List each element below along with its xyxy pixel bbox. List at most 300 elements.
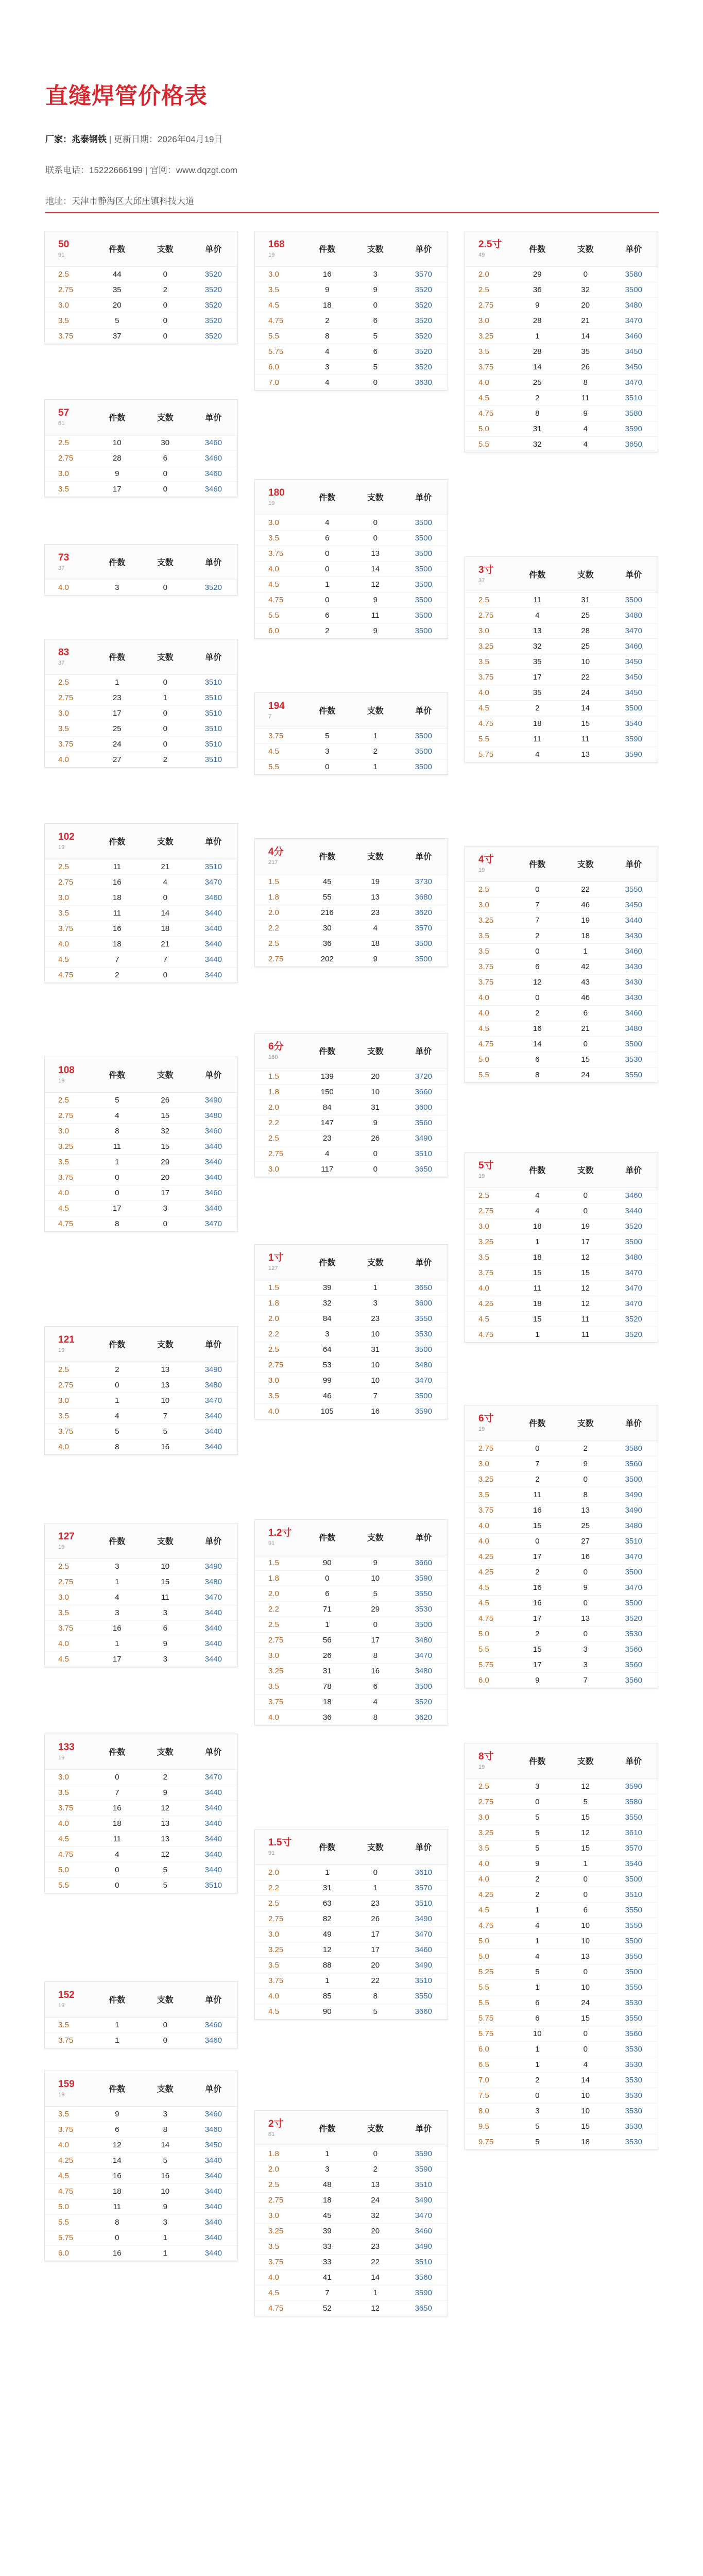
- price-cell: 3500: [400, 592, 448, 607]
- price-cell: 3500: [610, 1964, 658, 1979]
- price-table-50: [44, 231, 238, 344]
- wall-thickness-cell: 4.5: [268, 2007, 279, 2016]
- price-cell: 3500: [400, 728, 448, 743]
- size-label: 50: [58, 239, 70, 250]
- count-cell: 18: [303, 1694, 352, 1709]
- pieces-cell: 5: [141, 1862, 190, 1877]
- wall-thickness-cell: 5.0: [45, 1862, 93, 1877]
- wall-thickness-cell: 2.5: [465, 282, 513, 297]
- wall-thickness-cell: 5.5: [268, 762, 279, 771]
- wall-thickness-cell: 3.75: [465, 359, 513, 375]
- pieces-cell: 43: [561, 974, 610, 990]
- pieces-cell: 25: [561, 1518, 610, 1533]
- price-table: [45, 1057, 237, 1231]
- count-cell: 4: [513, 1203, 562, 1218]
- price-cell: 3500: [610, 1036, 658, 1052]
- pieces-header: 支数: [351, 1829, 400, 1865]
- count-cell: 17: [513, 1549, 562, 1564]
- table-row: [45, 1605, 237, 1620]
- count-cell: 6: [303, 1586, 352, 1601]
- count-header: 件数: [513, 846, 562, 882]
- table-row: [255, 344, 448, 359]
- size-label: 83: [58, 647, 70, 658]
- count-cell: 82: [303, 1911, 352, 1926]
- pieces-cell: 14: [141, 2137, 190, 2153]
- table-row: [45, 1846, 237, 1862]
- price-cell: 3470: [204, 1219, 222, 1228]
- table-row: [465, 747, 658, 762]
- table-row: [255, 1295, 448, 1311]
- pieces-cell: 6: [351, 344, 400, 359]
- price-cell: 3650: [415, 2303, 432, 2313]
- price-table: [465, 1405, 658, 1688]
- price-cell: 3530: [610, 2041, 658, 2057]
- pieces-cell: 0: [351, 530, 400, 546]
- count-cell: 2: [513, 1887, 562, 1902]
- wall-thickness-cell: 2.2: [255, 1115, 303, 1130]
- count-header: 件数: [513, 1153, 562, 1188]
- count-cell: 0: [513, 990, 562, 1005]
- table-row: [465, 1280, 658, 1296]
- pieces-cell: 1: [141, 2230, 190, 2245]
- wall-thickness-cell: 3.0: [45, 890, 93, 905]
- price-cell: 3510: [190, 721, 238, 736]
- size-count: 91: [268, 1850, 275, 1856]
- count-cell: 15: [513, 1641, 562, 1657]
- wall-thickness-cell: 2.5: [465, 1778, 513, 1794]
- size-label: 168: [268, 239, 285, 250]
- wall-thickness-cell: 1.5: [255, 1280, 303, 1295]
- price-cell: 3480: [190, 1377, 238, 1393]
- count-cell: 11: [513, 1280, 562, 1296]
- price-cell: 3470: [610, 1265, 658, 1280]
- table-row: [45, 1620, 237, 1636]
- table-row: [255, 2208, 448, 2223]
- price-cell: 3510: [610, 390, 658, 405]
- price-cell: 3510: [190, 690, 238, 705]
- table-row: [255, 607, 448, 623]
- table-row: [255, 375, 448, 390]
- table-row: [255, 1880, 448, 1895]
- wall-thickness-cell: 4.75: [465, 716, 513, 731]
- price-cell: 3590: [400, 1570, 448, 1586]
- table-row: [45, 859, 237, 874]
- price-cell: 3650: [400, 1280, 448, 1295]
- table-row: [465, 1533, 658, 1549]
- count-header: 件数: [93, 231, 142, 266]
- pieces-cell: 20: [351, 1957, 400, 1973]
- count-cell: 7: [93, 1785, 142, 1800]
- pieces-cell: 0: [163, 970, 167, 979]
- pieces-cell: 13: [351, 2177, 400, 2192]
- pieces-cell: 4: [561, 421, 610, 436]
- site-link[interactable]: www.dqzgt.com: [176, 165, 237, 175]
- table-header-row: [255, 839, 448, 874]
- update-label: | 更新日期：: [109, 134, 158, 144]
- pieces-cell: 0: [163, 331, 167, 341]
- pieces-header: 支数: [561, 1743, 610, 1778]
- wall-thickness-cell: 3.25: [255, 1942, 303, 1957]
- wall-thickness-cell: 2.5: [45, 1092, 93, 1108]
- wall-thickness-cell: 4.5: [45, 2168, 93, 2183]
- header: [0, 0, 703, 209]
- pieces-header: 支数: [141, 1057, 190, 1092]
- count-cell: 32: [533, 439, 542, 449]
- table-row: [45, 2106, 237, 2122]
- size-label: 2寸: [268, 2118, 284, 2129]
- price-cell: 3580: [610, 266, 658, 282]
- count-cell: 6: [303, 530, 352, 546]
- count-header: 件数: [513, 1405, 562, 1440]
- table-row: [465, 2134, 658, 2149]
- wall-thickness-cell: 4.25: [465, 1887, 513, 1902]
- table-row: [465, 266, 658, 282]
- pieces-cell: 3: [561, 1657, 610, 1672]
- table-row: [255, 2161, 448, 2177]
- pieces-header: 支数: [141, 1327, 190, 1362]
- size-label: 133: [58, 1741, 75, 1753]
- price-cell: 3500: [610, 592, 658, 607]
- price-table: [255, 2111, 448, 2316]
- count-cell: 52: [322, 2303, 332, 2313]
- price-cell: 3440: [190, 2199, 238, 2214]
- table-row: [45, 1831, 237, 1846]
- table-row: [45, 905, 237, 921]
- price-cell: 3440: [190, 936, 238, 952]
- price-cell: 3500: [400, 936, 448, 951]
- table-row: [45, 1862, 237, 1877]
- pieces-cell: 0: [141, 705, 190, 721]
- table-row: [255, 546, 448, 561]
- price-cell: 3470: [190, 1393, 238, 1408]
- table-header-row: [45, 1523, 237, 1558]
- table-row: [465, 1995, 658, 2010]
- wall-thickness-cell: 3.5: [45, 2106, 93, 2122]
- count-cell: 1: [535, 1330, 540, 1339]
- price-cell: 3500: [400, 1679, 448, 1694]
- wall-thickness-cell: 3.75: [58, 331, 74, 341]
- price-cell: 3470: [400, 2208, 448, 2223]
- table-row: [45, 690, 237, 705]
- table-row: [465, 1657, 658, 1672]
- table-row: [45, 1816, 237, 1831]
- wall-thickness-cell: 3.0: [45, 705, 93, 721]
- pieces-cell: 10: [351, 1084, 400, 1099]
- pieces-header: 支数: [141, 639, 190, 674]
- count-cell: 5: [513, 1964, 562, 1979]
- price-cell: 3440: [190, 1620, 238, 1636]
- price-table: [45, 639, 237, 767]
- table-row: [465, 1918, 658, 1933]
- pieces-header: 支数: [351, 693, 400, 728]
- count-cell: 9: [535, 1675, 540, 1685]
- count-cell: 37: [112, 331, 122, 341]
- count-cell: 33: [303, 2239, 352, 2254]
- price-cell: 3630: [415, 378, 432, 387]
- price-header: 单价: [610, 231, 658, 266]
- wall-thickness-cell: 2.75: [255, 1357, 303, 1372]
- pieces-cell: 15: [141, 1574, 190, 1589]
- table-row: [255, 1865, 448, 1880]
- price-cell: 3500: [400, 743, 448, 759]
- price-cell: 3560: [625, 1675, 642, 1685]
- price-cell: 3520: [190, 313, 238, 328]
- pieces-cell: 12: [371, 2303, 380, 2313]
- count-cell: 18: [303, 2192, 352, 2208]
- wall-thickness-cell: 1.8: [255, 1295, 303, 1311]
- price-cell: 3490: [610, 1487, 658, 1502]
- price-table-6分: [254, 1033, 448, 1177]
- count-cell: 5: [513, 2119, 562, 2134]
- table-row: [465, 2026, 658, 2041]
- pieces-cell: 0: [163, 1219, 167, 1228]
- table-row: [45, 313, 237, 328]
- price-cell: 3440: [610, 1203, 658, 1218]
- pieces-cell: 42: [561, 959, 610, 974]
- count-cell: 18: [303, 297, 352, 313]
- pieces-cell: 12: [141, 1800, 190, 1816]
- wall-thickness-cell: 3.0: [465, 623, 513, 638]
- phone-number[interactable]: 15222666199: [89, 165, 143, 175]
- count-cell: 4: [513, 1918, 562, 1933]
- size-header: [45, 2071, 93, 2106]
- price-cell: 3470: [610, 623, 658, 638]
- table-row: [255, 1357, 448, 1372]
- table-row: [255, 1130, 448, 1146]
- count-cell: 13: [513, 623, 562, 638]
- size-header: [45, 400, 93, 435]
- table-row: [465, 282, 658, 297]
- count-cell: 6: [513, 2010, 562, 2026]
- price-cell: 3450: [610, 654, 658, 669]
- pieces-cell: 0: [141, 674, 190, 690]
- pieces-cell: 1: [351, 728, 400, 743]
- table-row: [45, 266, 237, 282]
- wall-thickness-cell: 4.0: [255, 561, 303, 577]
- price-cell: 3530: [400, 1601, 448, 1617]
- table-row: [255, 1570, 448, 1586]
- count-cell: 1: [93, 1393, 142, 1408]
- count-cell: 8: [93, 2214, 142, 2230]
- wall-thickness-cell: 2.75: [465, 1440, 513, 1456]
- count-cell: 18: [513, 1249, 562, 1265]
- wall-thickness-cell: 1.8: [255, 1084, 303, 1099]
- wall-thickness-cell: 3.0: [45, 297, 93, 313]
- count-cell: 35: [93, 282, 142, 297]
- count-cell: 53: [303, 1357, 352, 1372]
- pieces-cell: 13: [141, 1362, 190, 1377]
- size-count: 37: [478, 577, 485, 584]
- count-cell: 16: [93, 2168, 142, 2183]
- price-cell: 3520: [190, 297, 238, 313]
- count-cell: 8: [535, 1070, 540, 1079]
- wall-thickness-cell: 3.5: [255, 1388, 303, 1403]
- price-cell: 3510: [610, 1533, 658, 1549]
- wall-thickness-cell: 4.0: [465, 1005, 513, 1021]
- count-cell: 8: [513, 405, 562, 421]
- count-cell: 17: [93, 705, 142, 721]
- table-row: [465, 1595, 658, 1611]
- wall-thickness-cell: 2.0: [255, 1099, 303, 1115]
- pieces-cell: 13: [141, 1831, 190, 1846]
- price-cell: 3590: [400, 2161, 448, 2177]
- count-header: 件数: [93, 1523, 142, 1558]
- wall-thickness-cell: 2.75: [268, 954, 284, 963]
- count-cell: 14: [513, 1036, 562, 1052]
- table-row: [255, 530, 448, 546]
- count-cell: 16: [513, 1595, 562, 1611]
- pieces-cell: 10: [351, 1357, 400, 1372]
- pieces-cell: 17: [351, 1632, 400, 1648]
- wall-thickness-cell: 3.75: [45, 2122, 93, 2137]
- table-row: [45, 1769, 237, 1785]
- pieces-cell: 1: [141, 690, 190, 705]
- count-cell: 5: [513, 1825, 562, 1840]
- vendor-label: 厂家：: [45, 134, 72, 144]
- wall-thickness-cell: 2.0: [255, 1586, 303, 1601]
- size-count: 91: [268, 1540, 275, 1547]
- pieces-cell: 12: [561, 1296, 610, 1311]
- price-cell: 3460: [190, 890, 238, 905]
- pieces-cell: 8: [351, 1988, 400, 2004]
- wall-thickness-cell: 2.5: [255, 1617, 303, 1632]
- price-cell: 3570: [400, 920, 448, 936]
- price-cell: 3480: [400, 1632, 448, 1648]
- price-cell: 3570: [400, 266, 448, 282]
- size-header: [465, 557, 513, 592]
- price-header: 单价: [400, 231, 448, 266]
- pieces-cell: 0: [561, 1626, 610, 1641]
- price-table-121: [44, 1326, 238, 1455]
- table-row: [255, 1663, 448, 1679]
- wall-thickness-cell: 3.0: [465, 1809, 513, 1825]
- pieces-cell: 0: [141, 2017, 190, 2032]
- count-cell: 36: [322, 1713, 332, 1722]
- wall-thickness-cell: 2.5: [45, 435, 93, 450]
- table-row: [465, 1887, 658, 1902]
- pieces-header: 支数: [351, 2111, 400, 2146]
- pieces-cell: 32: [141, 1123, 190, 1139]
- wall-thickness-cell: 9.5: [465, 2119, 513, 2134]
- pieces-cell: 1: [163, 2248, 167, 2258]
- wall-thickness-cell: 1.8: [255, 1570, 303, 1586]
- wall-thickness-cell: 5.5: [478, 439, 489, 449]
- wall-thickness-cell: 2.0: [255, 1865, 303, 1880]
- price-cell: 3500: [610, 282, 658, 297]
- pieces-cell: 22: [351, 1973, 400, 1988]
- price-cell: 3560: [610, 1657, 658, 1672]
- wall-thickness-cell: 2.75: [255, 1632, 303, 1648]
- price-cell: 3440: [190, 1154, 238, 1170]
- table-header-row: [465, 1743, 658, 1778]
- table-row: [465, 912, 658, 928]
- wall-thickness-cell: 2.75: [255, 2192, 303, 2208]
- table-row: [465, 2057, 658, 2072]
- wall-thickness-cell: 5.5: [45, 2214, 93, 2230]
- price-cell: 3490: [610, 1502, 658, 1518]
- price-cell: 3460: [610, 1005, 658, 1021]
- wall-thickness-cell: 4.75: [58, 970, 74, 979]
- price-header: 单价: [610, 1405, 658, 1440]
- pieces-cell: 10: [561, 1933, 610, 1948]
- wall-thickness-cell: 3.0: [255, 2208, 303, 2223]
- price-cell: 3470: [400, 1926, 448, 1942]
- price-cell: 3520: [400, 328, 448, 344]
- pieces-cell: 3: [141, 1605, 190, 1620]
- size-header: [465, 1743, 513, 1778]
- table-row: [255, 951, 448, 967]
- table-row: [465, 1188, 658, 1203]
- pieces-cell: 14: [561, 328, 610, 344]
- count-cell: 18: [513, 1296, 562, 1311]
- table-row: [45, 1439, 237, 1454]
- table-row: [45, 2137, 237, 2153]
- pieces-cell: 11: [561, 390, 610, 405]
- wall-thickness-cell: 4.5: [45, 1200, 93, 1216]
- table-row: [255, 1895, 448, 1911]
- price-cell: 3730: [400, 874, 448, 889]
- price-cell: 3510: [190, 736, 238, 752]
- table-row: [45, 1800, 237, 1816]
- wall-thickness-cell: 2.2: [255, 920, 303, 936]
- wall-thickness-cell: 3.75: [45, 921, 93, 936]
- price-cell: 3500: [415, 762, 432, 771]
- wall-thickness-cell: 4.5: [255, 577, 303, 592]
- count-cell: 16: [513, 1580, 562, 1595]
- wall-thickness-cell: 5.0: [465, 1052, 513, 1067]
- wall-thickness-cell: 4.25: [45, 2153, 93, 2168]
- pieces-cell: 9: [373, 626, 378, 635]
- count-cell: 18: [513, 1218, 562, 1234]
- size-header: [255, 480, 303, 515]
- wall-thickness-cell: 1.5: [255, 1069, 303, 1084]
- price-cell: 3510: [400, 1895, 448, 1911]
- pieces-cell: 3: [561, 1641, 610, 1657]
- table-row: [45, 466, 237, 481]
- table-row: [465, 1440, 658, 1456]
- pieces-cell: 10: [561, 2088, 610, 2103]
- pieces-cell: 0: [141, 466, 190, 481]
- price-cell: 3460: [610, 638, 658, 654]
- wall-thickness-cell: 3.75: [45, 1620, 93, 1636]
- table-row: [255, 920, 448, 936]
- count-cell: 9: [93, 2106, 142, 2122]
- table-row: [255, 1326, 448, 1342]
- table-row: [255, 2269, 448, 2285]
- wall-thickness-cell: 4.5: [465, 1580, 513, 1595]
- wall-thickness-cell: 3.5: [465, 928, 513, 943]
- pieces-cell: 8: [561, 375, 610, 390]
- price-cell: 3520: [190, 266, 238, 282]
- wall-thickness-cell: 2.5: [465, 1188, 513, 1203]
- pieces-cell: 1: [561, 943, 610, 959]
- count-cell: 12: [93, 2137, 142, 2153]
- wall-thickness-cell: 2.5: [255, 2177, 303, 2192]
- wall-thickness-cell: 4.5: [255, 743, 303, 759]
- price-cell: 3460: [204, 2036, 222, 2045]
- table-row: [465, 1611, 658, 1626]
- table-row: [255, 2177, 448, 2192]
- pieces-cell: 32: [351, 2208, 400, 2223]
- price-table: [45, 545, 237, 595]
- pieces-cell: 0: [351, 1617, 400, 1632]
- count-cell: 3: [115, 583, 119, 592]
- table-header-row: [255, 1829, 448, 1865]
- wall-thickness-cell: 5.75: [478, 750, 494, 759]
- price-table: [255, 1829, 448, 2019]
- price-cell: 3460: [190, 450, 238, 466]
- table-row: [255, 759, 448, 774]
